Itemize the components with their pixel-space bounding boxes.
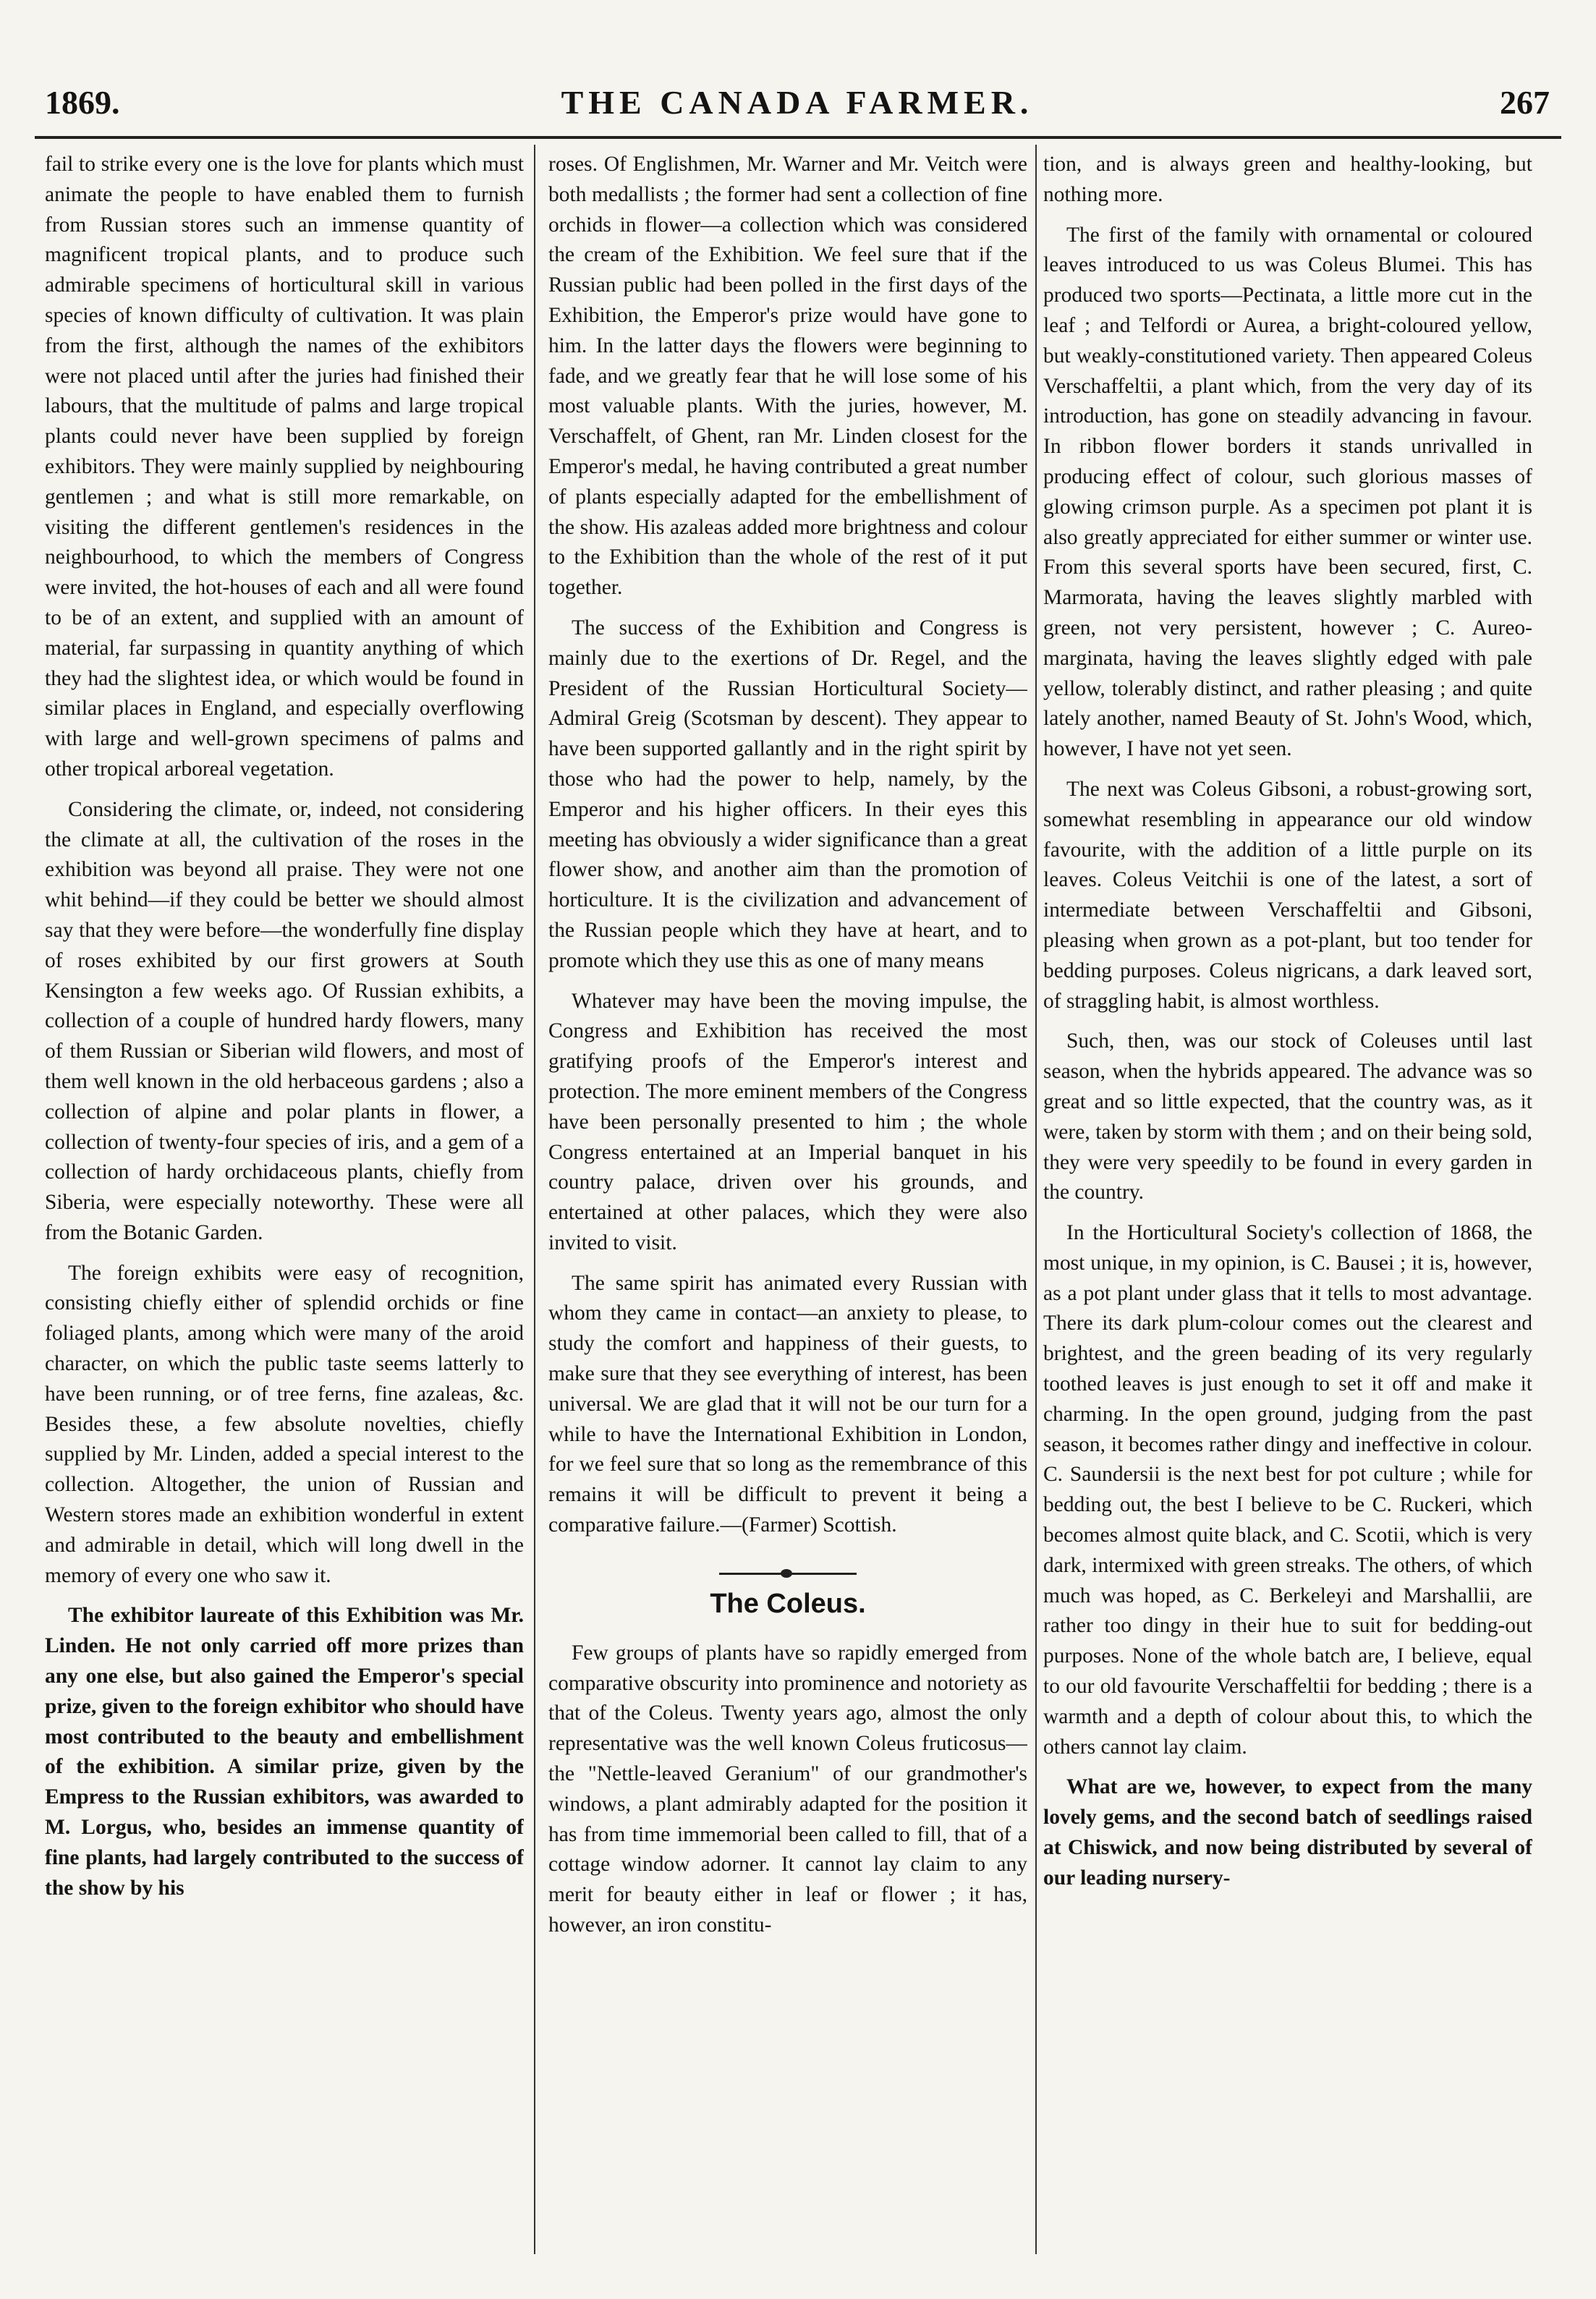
paragraph: What are we, however, to expect from the many lovely gems, and the second batch of seedlings raised at Chiswick, and now being distributed by several of our leading nursery- (1043, 1775, 1532, 1890)
column-1 (45, 150, 524, 2254)
page-number: 267 (1500, 84, 1550, 121)
paragraph: The foreign exhibits were easy of recognition, consisting chiefly either of splendid orchids or fine foliaged plants, among which were many of the aroid character, on which the public taste seems latterly to have been running, or of tree ferns, fine azaleas, &c. Besides these, a few absolute novelties, chiefly supplied by Mr. Linden, added a special interest to the collection. Altogether, the union of Russian and Western stores made an exhibition wonderful in extent and admirable in detail, which will long dwell in the memory of every one who saw it. (45, 1261, 524, 1587)
masthead-title: THE CANADA FARMER. (561, 84, 1034, 121)
paragraph: The same spirit has animated every Russian with whom they came in contact—an anxiety to please, to study the comfort and happiness of their guests, to make sure that they see everything of interest, has been universal. We are glad that it will not be our turn for a while to have the International Exhibition in London, for we feel sure that so long as the remembrance of this remains it will be difficult to prevent it being a comparative failure.—(Farmer) Scottish. (548, 1271, 1027, 1537)
paragraph: The first of the family with ornamental or coloured leaves introduced to us was Coleus Blumei. This has produced two sports—Pectinata, a little more cut in the leaf ; and Telfordi or Aurea, a bright-coloured yellow, but weakly-constitutioned variety. Then appeared Coleus Verschaffeltii, a plant which, from the very day of its introduction, has gone on steadily advancing in favour. In ribbon flower borders it stands unrivalled in producing effect of colour, such glorious masses of glowing crimson purple. As a specimen pot plant it is also greatly appreciated for either summer or winter use. From this several sports have been secured, first, C. Marmorata, having the leaves slightly marbled with green, not very persistent, however ; C. Aureo-marginata, having the leaves slightly edged with pale yellow, tolerably distinct, and rather pleasing ; and quite lately another, named Beauty of St. John's Wood, which, however, I have not yet seen. (1043, 223, 1532, 761)
paragraph: roses. Of Englishmen, Mr. Warner and Mr. Veitch were both medallists ; the former had sent a collection of fine orchids in flower—a collection which was considered the cream of the Exhibition. We feel sure that if the Russian public had been polled in the first days of the Exhibition, the Emperor's prize would have gone to him. In the latter days the flowers were beginning to fade, and we greatly fear that he will lose some of his most valuable plants. With the juries, however, M. Verschaffelt, of Ghent, ran Mr. Linden closest for the Emperor's medal, he having contributed a great number of plants especially adapted for the embellishment of the show. His azaleas added more brightness and colour to the Exhibition than the whole of the rest of it put together. (548, 153, 1027, 600)
paragraph: Considering the climate, or, indeed, not considering the climate at all, the cultivation of the roses in the exhibition was beyond all praise. They were not one whit behind—if they could be better we should almost say that they were before—the wonderfully fine display of roses exhibited by our first growers at South Kensington a few weeks ago. Of Russian exhibits, a collection of a couple of hundred hardy flowers, many of them Russian or Siberian wild flowers, and most of them well known in the old herbaceous gardens ; also a collection of alpine and polar plants in flower, a collection of twenty-four species of iris, and a gem of a collection of hardy orchidaceous plants, chiefly from Siberia, were especially noteworthy. These were all from the Botanic Garden. (45, 797, 524, 1244)
paragraph: Whatever may have been the moving impulse, the Congress and Exhibition has received the most gratifying proofs of the Emperor's interest and protection. The more eminent members of the Congress have been personally presented to him ; the whole Congress entertained at an Imperial banquet in his country palace, driven over his grounds, and entertained at other palaces, which they were also invited to visit. (548, 989, 1027, 1254)
paragraph: fail to strike every one is the love for plants which must animate the people to have enabled them to furnish from Russian stores such an immense quantity of magnificent tropical plants, and to produce such admirable specimens of horticultural skill in various species of known difficulty of cultivation. It was plain from the first, although the names of the exhibitors were not placed until after the juries had finished their labours, that the multitude of palms and large tropical plants could never have been supplied by foreign exhibitors. They were mainly supplied by neighbouring gentlemen ; and what is still more remarkable, on visiting the different gentlemen's residences in the neighbourhood, to which the members of Congress were invited, the hot-houses of each and all were found to be of an extent, and supplied with an amount of material, far surpassing in quantity anything of which they had the slightest idea, or which would be found in similar places in England, and especially overflowing with large and well-grown specimens of palms and other tropical arboreal vegetation. (45, 153, 524, 781)
column-3 (1043, 150, 1532, 2254)
column-2 (548, 150, 1027, 2254)
column-divider (534, 145, 535, 2254)
header-year: 1869. (45, 84, 120, 121)
section-title: The Coleus. (710, 1588, 866, 1619)
paragraph: Few groups of plants have so rapidly emerged from comparative obscurity into prominence and notoriety as that of the Coleus. Twenty years ago, almost the only representative was the well known Coleus fruticosus—the "Nettle-leaved Geranium" of our grandmother's windows, a plant admirably adapted for the position it has from time immemorial been called to fill, that of a cottage window adorner. It cannot lay claim to any merit for beauty either in leaf or flower ; it has, however, an iron constitu- (548, 1641, 1027, 1937)
paragraph: In the Horticultural Society's collection of 1868, the most unique, in my opinion, is C. Bausei ; it is, however, as a pot plant under glass that it tells to most advantage. There its dark plum-colour comes out the clearest and brightest, and the green beading of its very regularly toothed leaves is just enough to set it off and make it charming. In the open ground, judging from the past season, it becomes rather dingy and ineffective in colour. C. Saundersii is the next best for pot culture ; while for bedding out, the best I believe to be C. Ruckeri, which becomes almost quite black, and C. Scotii, which is very dark, intermixed with green streaks. The others, of which much was hoped, as C. Berkeleyi and Marshallii, are rather too dingy in their hue to suit for bedding-out purposes. None of the whole batch are, I believe, equal to our old favourite Verschaffeltii for bedding ; there is a warmth and a depth of colour about this, to which the others cannot lay claim. (1043, 1221, 1532, 1759)
paragraph: The exhibitor laureate of this Exhibition was Mr. Linden. He not only carried off more prizes than any one else, but also gained the Emperor's special prize, given to the foreign exhibitor who should have most contributed to the beauty and embellishment of the exhibition. A similar prize, given by the Empress to the Russian exhibitors, was awarded to M. Lorgus, who, besides an immense quantity of fine plants, had largely contributed to the success of the show by his (45, 1604, 524, 1900)
header-rule (35, 136, 1561, 139)
page-header (45, 75, 1550, 130)
paragraph: Such, then, was our stock of Coleuses until last season, when the hybrids appeared. The advance was so great and so little expected, that the country was, as it were, taken by storm with them ; and on their being sold, they were very speedily to be found in every garden in the country. (1043, 1029, 1532, 1204)
paragraph: The success of the Exhibition and Congress is mainly due to the exertions of Dr. Regel, and the President of the Russian Horticultural Society—Admiral Greig (Scotsman by descent). They appear to have been supported gallantly and in the right spirit by those who had the power to help, namely, by the Emperor and his higher officers. In their eyes this meeting has obviously a wider significance than a great flower show, and another aim than the promotion of horticulture. It is the civilization and advancement of the Russian people which they have at heart, and to promote which they use this as one of many means (548, 616, 1027, 972)
section-ornament (719, 1573, 857, 1575)
paragraph: The next was Coleus Gibsoni, a robust-growing sort, somewhat resembling in appearance our old window favourite, with the addition of a little purple on its leaves. Coleus Veitchii is one of the latest, a sort of intermediate between Verschaffeltii and Gibsoni, pleasing when grown as a pot-plant, but too tender for bedding purposes. Coleus nigricans, a dark leaved sort, of straggling habit, is almost worthless. (1043, 777, 1532, 1013)
paragraph: tion, and is always green and healthy-looking, but nothing more. (1043, 153, 1532, 206)
column-divider (1035, 145, 1037, 2254)
